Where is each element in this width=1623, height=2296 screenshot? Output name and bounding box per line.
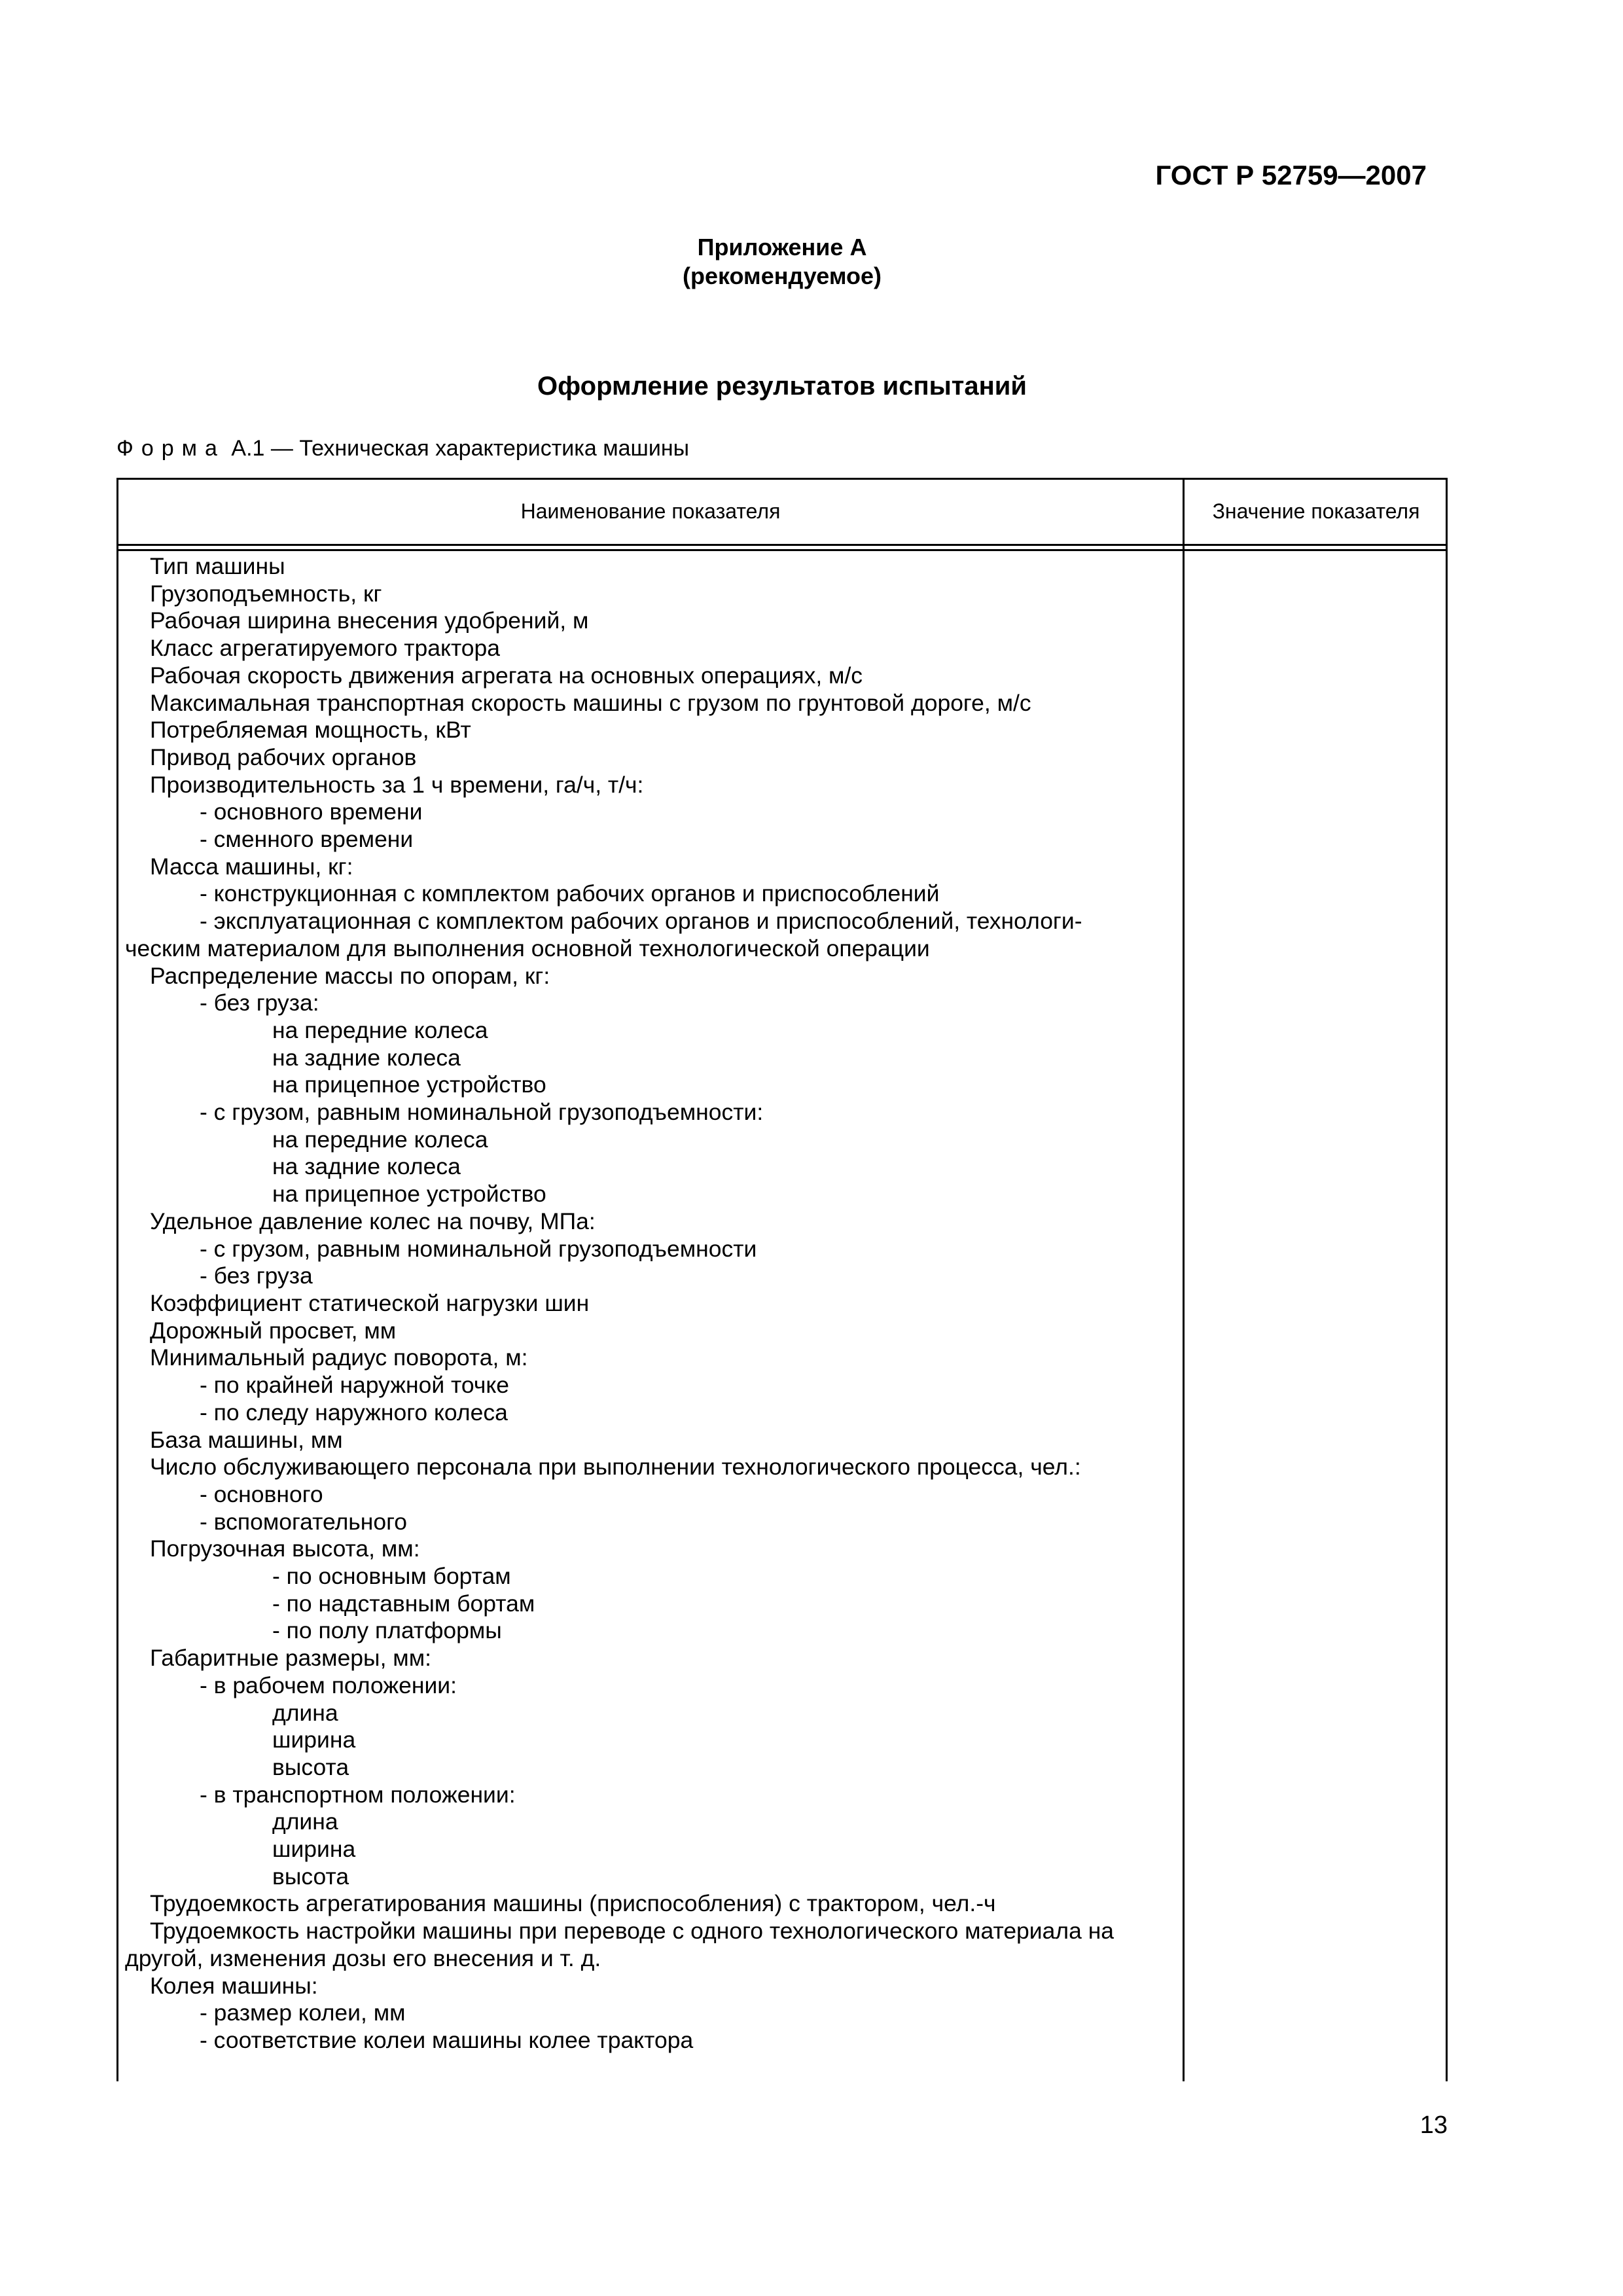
- table-row: другой, изменения дозы его внесения и т. д.: [125, 1945, 601, 1971]
- annex-title: Приложение А: [697, 234, 867, 260]
- table-row: - в рабочем положении:: [200, 1672, 457, 1698]
- table-row: Колея машины:: [150, 1972, 318, 1999]
- section-title: Оформление результатов испытаний: [537, 372, 1027, 401]
- table-row: Трудоемкость агрегатирования машины (приспособления) с трактором, чел.-ч: [150, 1890, 996, 1917]
- table-row: База машины, мм: [150, 1426, 343, 1453]
- table-row: Потребляемая мощность, кВт: [150, 717, 471, 744]
- table-row: Число обслуживающего персонала при выполнении технологического процесса, чел.:: [150, 1454, 1081, 1480]
- form-caption: [116, 436, 689, 461]
- table-row: Рабочая ширина внесения удобрений, м: [150, 607, 589, 634]
- table-row: Класс агрегатируемого трактора: [150, 635, 501, 662]
- table-row: - в транспортном положении:: [200, 1781, 516, 1808]
- table-row: Удельное давление колес на почву, МПа:: [150, 1208, 596, 1234]
- table-row: Грузоподъемность, кг: [150, 580, 382, 607]
- table-row: длина: [272, 1699, 338, 1726]
- table-row: Минимальный радиус поворота, м:: [150, 1344, 528, 1371]
- table-row: ческим материалом для выполнения основной технологической операции: [125, 935, 930, 961]
- table-rows: [118, 553, 1172, 2054]
- table-row: на задние колеса: [272, 1044, 461, 1071]
- table-row: - по надставным бортам: [272, 1590, 535, 1617]
- table-row: - без груза: [200, 1263, 313, 1289]
- standard-code: ГОСТ Р 52759—2007: [1155, 160, 1427, 190]
- table-row: ширина: [272, 1727, 356, 1753]
- table-row: Привод рабочих органов: [150, 744, 417, 770]
- table-row: длина: [272, 1808, 338, 1835]
- table-row: на прицепное устройство: [272, 1071, 546, 1098]
- column-header-value: Значение показателя: [1212, 499, 1420, 523]
- table-row: Габаритные размеры, мм:: [150, 1645, 431, 1672]
- table-row: высота: [272, 1753, 349, 1780]
- table-row: - с грузом, равным номинальной грузоподъемности: [200, 1235, 757, 1262]
- table-row: Трудоемкость настройки машины при переводе с одного технологического материала на: [150, 1918, 1115, 1945]
- table-row: Тип машины: [150, 553, 285, 579]
- table-row: - конструкционная с комплектом рабочих органов и приспособлений: [200, 880, 940, 907]
- table-row: - основного: [200, 1480, 323, 1507]
- table-row: на передние колеса: [272, 1126, 488, 1153]
- table-row: Рабочая скорость движения агрегата на основных операциях, м/с: [150, 662, 863, 689]
- table-row: Коэффициент статической нагрузки шин: [150, 1289, 590, 1316]
- annex-subtitle: (рекомендуемое): [683, 262, 882, 289]
- table-row: - вспомогательного: [200, 1508, 408, 1535]
- table-row: Масса машины, кг:: [150, 853, 353, 880]
- table-row: высота: [272, 1863, 349, 1890]
- table-row: - основного времени: [200, 798, 423, 825]
- table-row: - эксплуатационная с комплектом рабочих органов и приспособлений, технологи-: [200, 908, 1082, 935]
- table-row: Максимальная транспортная скорость машины с грузом по грунтовой дороге, м/с: [150, 689, 1031, 716]
- table-row: Производительность за 1 ч времени, га/ч, т/ч:: [150, 771, 644, 798]
- table-row: Погрузочная высота, мм:: [150, 1535, 420, 1562]
- table-row: на задние колеса: [272, 1153, 461, 1180]
- table-row: - по крайней наружной точке: [200, 1372, 510, 1399]
- table-row: - по основным бортам: [272, 1563, 511, 1590]
- form-caption-text: А.1 — Техническая характеристика машины: [224, 436, 690, 461]
- table-row: ширина: [272, 1836, 356, 1863]
- table-row: Дорожный просвет, мм: [150, 1317, 397, 1344]
- characteristics-table: [116, 478, 1448, 2081]
- table-row: на прицепное устройство: [272, 1181, 546, 1208]
- table-row: Распределение массы по опорам, кг:: [150, 962, 550, 989]
- header-rule-double: [118, 549, 1446, 551]
- annex-heading: [0, 233, 1564, 291]
- column-header-name: Наименование показателя: [520, 499, 781, 523]
- table-row: - сменного времени: [200, 826, 414, 853]
- page-number: 13: [1419, 2111, 1448, 2139]
- form-caption-prefix: Форма: [116, 436, 225, 461]
- table-row: - с грузом, равным номинальной грузоподъемности:: [200, 1099, 764, 1126]
- header-rule: [118, 544, 1446, 546]
- table-row: - по полу платформы: [272, 1617, 502, 1644]
- table-row: - по следу наружного колеса: [200, 1399, 508, 1426]
- table-row: - соответствие колеи машины колее трактора: [200, 2026, 694, 2053]
- table-row: на передние колеса: [272, 1016, 488, 1043]
- column-divider: [1183, 480, 1185, 2081]
- table-row: - размер колеи, мм: [200, 2000, 406, 2026]
- table-row: - без груза:: [200, 990, 319, 1016]
